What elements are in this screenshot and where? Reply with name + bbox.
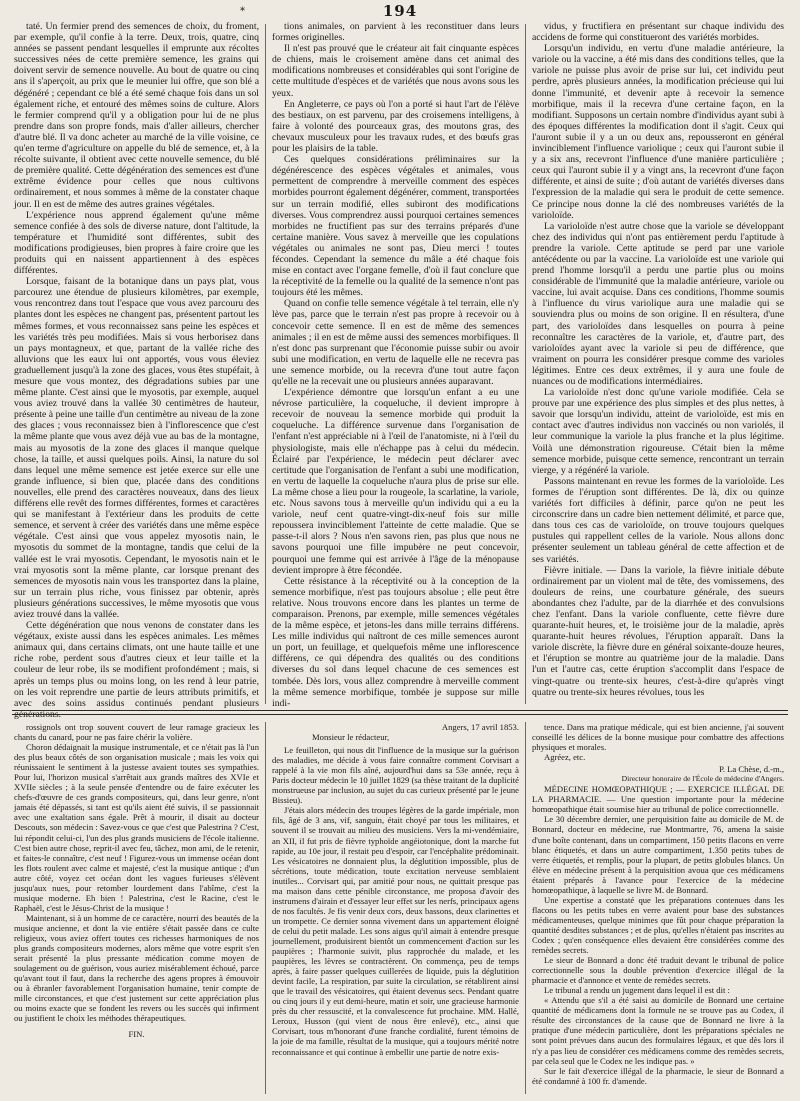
letter-salutation: Monsieur le rédacteur, bbox=[312, 732, 390, 743]
paragraph: En Angleterre, ce pays où l'on a porté si haut l'art de l'élève des bestiaux, on est parvenu, par des croisemens intelligens, à faire à volonté des pourceaux gras, des moutons gras, des chevaux musculeux pour les travaux rudes, et des bœufs gras pour les plaisirs de la table. bbox=[272, 98, 519, 155]
paragraph: Maintenant, si à un homme de ce caractère, nourri des beautés de la musique ancienne, et dont la vie entière s'était passée dans ce culte religieux, vous aviez offert toutes ces richesses harmoniques de nos plus grands compositeurs modernes, alors même que votre esprit s'en serait présenté la plus pressante médication comme moyen de soulagement ou de guérison, vous auriez misérablement échoué, parce qu'avant tout il faut, dans la recherche des agens propres à émouvoir ou à ébranler favorablement l'organisation humaine, tenir compte de mille circonstances, et que c'est justement sur cette appréciation plus ou moins exacte que se fondent les revers ou les succès qui infirment ou justifient le choix les méthodes thérapeutiques. bbox=[14, 912, 259, 1024]
end-mark: FIN. bbox=[128, 1029, 145, 1040]
paragraph: Cette résistance à la réceptivité ou à la conception de la semence morbifique, n'est pas toujours absolue ; elle peut être relative. Nous trouvons encore dans les plantes un terme de comparaison. Prenons, par exemple, mille semences végétales de la même espèce, et jetons-les dans mille terrains différens. Les mille individus qui naîtront de ces mille semences auront un port, un feuillage, et quelquefois même une inflorescence différens, ce qui dépendra des qualités ou des conditions diverses du sol dans lequel chacune de ces semences est tombée. Dès lors, vous allez comprendre à merveille comment la même semence morbifique, tombée je suppose sur mille indi- bbox=[272, 575, 519, 709]
paragraph: Il n'est pas prouvé que le créateur ait fait cinquante espèces de chiens, mais le croisement amène dans cet animal des modifications nombreuses et considérables qui sont l'origine de cette multitude d'espèces et de variétés que nous avons sous les yeux. bbox=[272, 43, 519, 99]
paragraph: tions animales, on parvient à les reconstituer dans leurs formes originelles. bbox=[272, 21, 519, 44]
paragraph: Choron dédaignait la musique instrumentale, et ce n'était pas là l'un des plus beaux côtés de son organisation musicale ; mais les voix qui réunissaient le sentiment à la justesse avaient toutes ses sympathies. Pour lui, l'horizon musical s'arrêtait aux grands maîtres des XVIe et XVIIe siècles ; à la seule pensée d'entendre ou de faire exécuter les chefs-d'œuvre de ces grands compositeurs, qui, dans leur genre, n'ont jamais été dépassés, si tant est qu'ils aient été suivis, il se passionnait avec une exaltation sans égale. Prêt à mourir, il disait au docteur Descouts, son médecin : Savez-vous ce que c'est que Palestrina ? C'est, lui répondit celui-ci, l'un des plus grands musiciens de l'école italienne. C'est bien autre chose, reprit-il avec feu, tâchez, mon ami, de le retenir, et faites-le connaître, c'est neuf ! Figurez-vous un immense océan dont les flots roulent avec calme et majesté, c'est la musique antique ; d'un autre côté, voyez cet océan dont les vagues furieuses s'élèvent jusqu'aux nues, pour retomber lourdement dans l'abîme, c'est la musique moderne. Eh bien ! Palestrina, c'est le Racine, c'est le Raphaël, c'est le Jésus-Christ de la musique ! bbox=[14, 742, 259, 913]
paragraph: L'expérience démontre que lorsqu'un enfant a eu une névrose particulière, la coqueluche, il devient impropre à recevoir de nouveau la semence morbide qui produit la coqueluche. La différence survenue dans l'organisation de l'enfant n'est appréciable ni à l'œil de l'anatomiste, ni à l'œil du physiologiste, mais elle n'échappe pas à celui du médecin. Éclairé par l'expérience, le médecin peut déclarer avec certitude que l'organisation de l'enfant a subi une modification, en vertu de laquelle la coqueluche n'aura plus de prise sur elle. La même chose a lieu pour la rougeole, la scarlatine, la variole, etc. Nous savons tous à merveille qu'un individu qui a eu la variole, neuf cent quatre-vingt-dix-neuf fois sur mille repoussera invinciblement l'atteinte de cette maladie. Que se passe-t-il alors ? Nous n'en savons rien, pas plus que nous ne savons pourquoi une fille impubère ne peut concevoir, pourquoi une femme qui est arrivée à l'âge de la ménopause devient impropre à être fécondée. bbox=[272, 387, 519, 576]
main-article-column-1 bbox=[14, 21, 259, 720]
feuilleton-column-3 bbox=[532, 722, 784, 1097]
paragraph: Le feuilleton, qui nous dit l'influence de la musique sur la guérison des maladies, me décide à vous faire connaître comment Corvisart a rappelé à la vie mon fils aîné, aujourd'hui dans sa 53e année, reçu à Paris docteur médecin le 10 juillet 1829 (sa thèse traitant de la duplicité monstrueuse par inclusion, au sujet du cas curieux présenté par le jeune Bissieu). bbox=[272, 745, 519, 806]
letter-dateline: Angers, 17 avril 1853. bbox=[441, 722, 519, 732]
paragraph: taté. Un fermier prend des semences de choix, du froment, par exemple, qu'il confie à la terre. Deux, trois, quatre, cinq années se passent pendant lesquelles il emprunte aux récoltes successives nées de cette première semence, les grains qui doivent servir de semence nouvelle. Au bout de quatre ou cinq ans il s'aperçoit, au prix que le meunier lui offre, que son blé a dégénéré ; cependant ce blé a été semé chaque fois dans un sol également riche, et entouré des mêmes soins de culture. Alors le fermier comprend qu'il y a obligation pour lui de ne plus prendre dans son propre fonds, mais d'aller ailleurs, chercher d'autre blé. Il va donc acheter au marché de la ville voisine, ce qu'en terme d'agriculture on appelle du blé de semence, et, à la récolte suivante, il obtient avec cette nouvelle semence, du blé de première qualité. Cette dégénération des semences est d'une extrême évidence pour celles que nous cultivons ordinairement, et nous sommes à même de la constater chaque jour. Il en est de même des autres graines végétales. bbox=[14, 21, 259, 210]
paragraph: Ces quelques considérations préliminaires sur la dégénérescence des espèces végétales et animales, vous permettent de comprendre à merveille comment des espèces morbides pourront également dégénérer, comment, transportées sur un terrain modifié, elles subiront des modifications diverses. Vous comprendrez aussi pourquoi certaines semences morbides ne fructifient pas sur des terrains préparés d'une certaine manière. Vous savez à merveille que les copulations végétales ou animales ne sont pas, Dieu merci ! toutes fécondes. Cependant la semence du mâle a été chaque fois mise en contact avec l'organe femelle, d'où il faut conclure que la réceptivité de la femelle ou la qualité de la semence n'ont pas toujours été les mêmes. bbox=[272, 154, 519, 299]
paragraph: vidus, y fructifiera en présentant sur chaque individu des accidens de forme qui constitueront des variétés morbides. bbox=[532, 21, 784, 44]
paragraph: « Attendu que s'il a été saisi au domicile de Bonnard une certaine quantité de médicamens dont la formule ne se trouve pas au Codex, il résulte des circonstances de la cause que de Bonnard ne livre à la pratique d'une médecin particulière, dont les préparations spéciales ne sont point prévues dans aucun des formulaires légaux, et que dès lors il n'y a pas lieu de considérer ces médicamens comme des remèdes secrets, par cela seul que le Codex ne les indique pas. » bbox=[532, 995, 784, 1066]
letter-signature: P. La Chèse, d.-m., bbox=[719, 764, 784, 775]
paragraph: La varioloïde n'est autre chose que la variole se développant chez des individus qui n'ont pas entièrement perdu l'aptitude à prendre la variole. Cette aptitude se perd par une variole antécédente ou par la vaccine. La varioloïde est une variole qui prend l'homme lorsqu'il a perdu une partie plus ou moins considérable de l'immunité que la maladie antérieure, variole ou vaccine, lui avait acquise. Dans ces conditions, l'homme soumis à l'influence du virus variolique aura une maladie qui se souviendra plus ou moins de son origine. Il en résultera, d'une part, des varioloïdes dans lesquelles on pourra à peine reconnaître les caractères de la variole, et, d'autre part, des varioloïdes ayant avec la variole si peu de différence, que vraiment on pourra les considérer presque comme des varioles légitimes. Entre ces deux extrêmes, il y aura une foule de nuances ou de modifications intermédiaires. bbox=[532, 220, 784, 387]
signature-title: Directeur honoraire de l'École de médecine d'Angers. bbox=[621, 774, 784, 784]
margin-mark: * bbox=[240, 6, 245, 17]
page-number: 194 bbox=[382, 2, 418, 20]
paragraph: Passons maintenant en revue les formes de la varioloïde. Les formes de l'éruption sont différentes. De là, dix ou quinze variétés fort difficiles à définir, parce qu'on ne peut les circonscrire dans un cadre bien nettement délimité, et parce que, dans tous ces cas de varioloïde, on trouve toujours quelques pustules qui rappellent celles de la variole. Nous allons donc présenter seulement un tableau général de cette affection et de ses variétés. bbox=[532, 475, 784, 565]
paragraph: Lorsque, faisant de la botanique dans un pays plat, vous parcourez une étendue de plusieurs kilomètres, par exemple, vous rencontrez dans tout l'espace que vous avez parcouru des plantes dont les espèces ne changent pas, présentent partout les mêmes formes, et vous reconnaissez sans peine les espèces et les variétés très peu modifiées. Mais si vous herborisez dans un pays montagneux, et que, partant de la vallée riche des alluvions que les eaux lui ont apportés, vous vous éleviez graduellement jusqu'à la zone des glaces, vous êtes stupéfait, à mesure que vous montez, des dégradations subies par une même plante. C'est ainsi que le myosotis, par exemple, auquel vous aviez trouvé dans la vallée 30 centimètres de hauteur, présente à peine une taille d'un centimètre au niveau de la zone des glaces ; vous reconnaissez bien à l'inflorescence que c'est la même plante que vous avez déjà vue au bas de la montagne, mais au myosotis de la zone des glaces il manque quelque chose, la taille, et aussi quelques poils. Ainsi, la nature du sol dans lequel une même semence est jetée exerce sur elle une grande influence, si bien que, placée dans des conditions nouvelles, elle prend des caractères nouveaux, dans des lieux différens elle revêt des formes différentes, formes et caractères qui se manifestant à l'extérieur dans les produits de cette semence, et servent à créer des variétés dans une même espèce végétale. C'est ainsi que vous appelez myosotis nain, le myosotis du sommet de la montagne, tandis que celui de la vallée est le vrai myosotis. Cependant, le myosotis nain et le vrai myosotis sont la même plante, car lorsque prenant des semences de myosotis nain vous les transportez dans la plaine, sur un terrain plus riche, vous finissez par obtenir, après plusieurs générations successives, le même myosotis que vous aviez trouvé dans la vallée. bbox=[14, 276, 259, 620]
paragraph: J'étais alors médecin des troupes légères de la garde impériale, mon fils, âgé de 3 ans, vif, sanguin, était choyé par tous les militaires, et souvent il se trouvait au milieu des musiciens. Vers la mi-vendémiaire, an XII, il fut pris de fièvre typhoïde angéiotonique, dont la marche fut rapide, au 10e jour, il restait peu d'espoir, car l'encéphalite prédominait. Les vésicatoires ne donnaient plus, la déglutition impossible, plus de sécrétions, toute médication, toute excitation nerveuse semblaient inutiles... Corvisart qui, par amitié pour nous, ne quittait presque pas ma maison dans cette pénible circonstance, me proposa d'avoir des instrumens d'airain et d'essayer leur effet sur les nerfs, principaux agens de nos facultés. Je fis venir deux cors, deux bassons, deux clarinettes et un trompette. Ce dernier sonna vivement dans un appartement éloigné de celui du petit malade. Les sons aigus qu'il aimait à entendre presque journellement, produisirent bientôt un commencement d'action sur les paupières ; l'harmonie suivit, plus rapprochée du malade, et les paupières, les lèvres se contractèrent. On commença, peu de temps après, à faire passer quelques cuillerées de liquide, puis la déglutition devint facile, La respiration, par suite la circulation, se rétablirent ainsi que le travail des vésicatoires, qui étaient devenus secs. Pendant quatre ou cinq jours il y eut demi-heure, matin et soir, une gracieuse harmonie près du cher ressuscité, et la convalescence fut prochaine. MM. Hallé, Leroux, Husson (qui vient de nous être enlevé), etc., ainsi que Corvisart, tous m'honorant d'une franche cordialité, furent témoins de la joie de ma famille, résultat de la musique, qui a toujours mérité notre reconnaissance et qui continue à embellir une partie de notre exis- bbox=[272, 805, 519, 1057]
feuilleton-separator-inner bbox=[12, 714, 788, 715]
main-article-column-3 bbox=[532, 21, 784, 705]
paragraph: Cette dégénération que nous venons de constater dans les végétaux, existe aussi dans les espèces animales. Les mêmes animaux qui, dans certains climats, ont une haute taille et une riche robe, perdent sous d'autres cieux et leur taille et la couleur de leur robe, ils se modifient profondément ; mais, si après un temps plus ou moins long, on les rend à leur patrie, on les voit reprendre une partie de leurs attributs primitifs, et avec des soins assidus continués pendant plusieurs générations. bbox=[14, 620, 259, 720]
paragraph: rossignols ont trop souvent couvert de leur ramage gracieux les chants du canard, pour ne pas faire chérir la volière. bbox=[14, 722, 259, 743]
column-divider bbox=[525, 722, 526, 1094]
feuilleton-separator bbox=[12, 710, 788, 711]
paragraph: Quand on confie telle semence végétale à tel terrain, elle n'y lève pas, parce que le terrain n'est pas propre à recevoir ou à concevoir cette semence. Il en est de même des semences animales ; il en est de même aussi des semences morbifiques. Il n'est donc pas surprenant que l'économie puisse subir ou avoir subi une modification, en vertu de laquelle elle ne recevra pas une semence morbide, ou la recevra d'une tout autre façon qu'elle ne la recevait une ou plusieurs années auparavant. bbox=[272, 298, 519, 387]
feuilleton-column-1 bbox=[14, 722, 259, 1097]
main-article-column-2 bbox=[272, 21, 519, 709]
paragraph: tence. Dans ma pratique médicale, qui est bien ancienne, j'ai souvent conseillé les délices de la bonne musique pour combattre des affections physiques et morales. bbox=[532, 722, 784, 753]
column-divider bbox=[525, 24, 526, 704]
letter-closing: Agréez, etc. bbox=[544, 752, 586, 763]
paragraph: Sur le fait d'exercice illégal de la pharmacie, le sieur de Bonnard a été condamné à 100 fr. d'amende. bbox=[532, 1065, 784, 1086]
paragraph: Le sieur de Bonnard a donc été traduit devant le tribunal de police correctionnelle sous la double prévention d'exercice illégal de la pharmacie et d'annonce et vente de remèdes secrets. bbox=[532, 955, 784, 986]
column-divider bbox=[265, 722, 266, 1094]
paragraph: Lorsqu'un individu, en vertu d'une maladie antérieure, la variole ou la vaccine, a été mis dans des conditions telles, que la variole ne puisse plus avoir de prise sur lui, cet individu peut perdre, après plusieurs années, la modification précieuse qui lui donne l'immunité, et devenir apte à recevoir la semence morbifique, mais il la recevra d'une certaine façon, en la modifiant. Supposons un certain nombre d'individus ayant subi à des époques différentes la modification dont il s'agit. Ceux qui l'auront subie il y a un ou deux ans, repousseront en général invinciblement l'influence variolique ; ceux qui l'auront subie il y a six ans, recevront l'influence d'une manière particulière ; ceux qui l'auront subie il y a vingt ans, la recevront d'une façon différente, et ainsi de suite ; d'où autant de variétés diverses dans l'expression de la maladie qui sera le produit de cette semence. Ce principe nous donne la clé des nombreuses variétés de la varioloïde. bbox=[532, 43, 784, 221]
feuilleton-column-2 bbox=[272, 722, 519, 1097]
news-item-heading: MÉDECINE HOMŒOPATHIQUE ; — EXERCICE ILLÉGAL DE LA PHARMACIE. — Une question importante pour la médecine homœopathique était soumise hier au tribunal de police correctionnelle. bbox=[532, 784, 784, 815]
paragraph: Le tribunal a rendu un jugement dans lequel il est dit : bbox=[544, 985, 730, 996]
paragraph: Le 30 décembre dernier, une perquisition faite au domicile de M. de Bonnard, docteur en médecine, rue Montmartre, 76, amena la saisie d'une boîte contenant, dans un compartiment, 150 petits flacons en verre blanc étiquetés, et dans un autre compartiment, 1.350 petits tubes de verre étiquetés, et remplis, pour la plupart, de petits globules blancs. Un élève en médecine présent à la perquisition avoua que ces médicamens étaient préparés à l'avance pour l'exercice de la médecine homœopathique, à laquelle se livre M. de Bonnard. bbox=[532, 814, 784, 895]
column-divider bbox=[265, 24, 266, 704]
paragraph: La varioloïde n'est donc qu'une variole modifiée. Cela se prouve par une expérience des plus simples et des plus nettes, à savoir que lorsqu'un individu, atteint de varioloïde, est mis en contact avec d'autres individus non vaccinés ou non variolés, il leur communique la variole la plus franche et la plus légitime. Voilà une démonstration rigoureuse. C'était bien la même semence morbide, puisque cette semence, rencontrant un terrain vierge, y a régénéré la variole. bbox=[532, 387, 784, 476]
paragraph: Fièvre initiale. — Dans la variole, la fièvre initiale débute ordinairement par un violent mal de tête, des vomissemens, des douleurs de reins, une courbature générale, des sueurs abondantes chez l'adulte, par de la diarrhée et des convulsions chez l'enfant. Dans la variole confluente, cette fièvre dure quarante-huit heures, et, le troisième jour de la maladie, après quarante-huit heures révolues, l'éruption apparaît. Dans la variole discrète, la fièvre dure en général soixante-douze heures, et l'éruption se montre au quatrième jour de la maladie. Dans l'un et l'autre cas, cette éruption s'accomplit dans l'espace de vingt-quatre ou trente-six heures, c'est-à-dire qu'après vingt quatre ou trente-six heures révolues, tous les bbox=[532, 564, 784, 698]
paragraph: Une expertise a constaté que les préparations contenues dans les flacons ou les petits tubes en verre avaient pour base des substances médicamenteuses, quelque minimes que fût pour chaque préparation la quantité desdites substances ; et de plus, qu'elles n'étaient pas inscrites au Codex ; qu'en conséquence elles devaient être considérées comme des remèdes secrets. bbox=[532, 894, 784, 956]
paragraph: L'expérience nous apprend également qu'une même semence confiée à des sols de diverse nature, dont l'altitude, la température et l'humidité sont différentes, subit des modifications prodigieuses, bien propres à faire croire que les produits qui en naissent appartiennent à des espèces différentes. bbox=[14, 209, 259, 277]
